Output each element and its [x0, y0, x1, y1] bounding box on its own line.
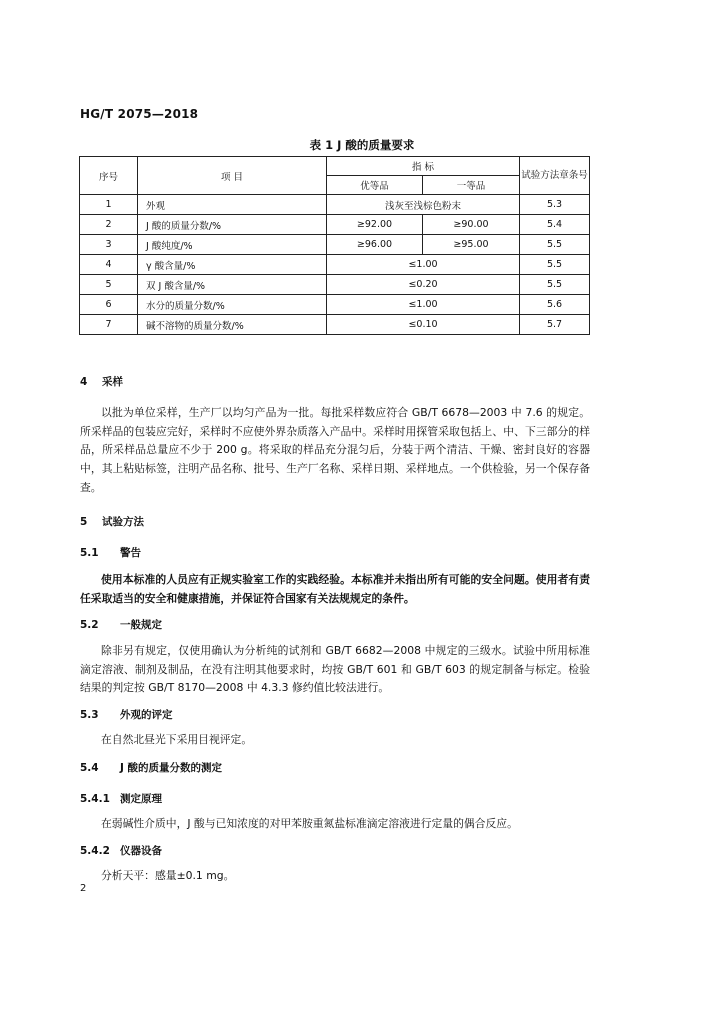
section-title: 一般规定 [120, 619, 162, 631]
section-title: 测定原理 [120, 793, 162, 805]
cell-item: J 酸纯度/% [138, 235, 327, 255]
header-index: 指 标 [327, 157, 520, 176]
section-4-text: 以批为单位采样，生产厂以均匀产品为一批。每批采样数应符合 GB/T 6678—2003 中 7.6 的规定。所采样品的包装应完好，采样时不应使外界杂质落入产品中。采样时用探管采取包括上、中、下三部分的样品，所采样品总量应不少于 200 g。将采取的样品充分混匀后，分装于两个清洁、干燥、密封良好的容器中，其上粘贴标签，注明产品名称、批号、生产厂名称、采样日期、采样地点。一个供检验，另一个保存备查。 [80, 406, 590, 494]
table-row [80, 195, 590, 215]
table-caption: 表 1 J 酸的质量要求 [309, 138, 415, 152]
cell-item: 碱不溶物的质量分数/% [138, 315, 327, 335]
cell-seq: 7 [80, 315, 138, 335]
cell-superior: ≥92.00 [327, 215, 423, 235]
section-5-1-text: 使用本标准的人员应有正规实验室工作的实践经验。本标准并未指出所有可能的安全问题。使用者有责任采取适当的安全和健康措施，并保证符合国家有关法规规定的条件。 [80, 573, 590, 605]
section-5-2-heading [80, 617, 162, 632]
cell-method: 5.3 [520, 195, 590, 215]
cell-first: ≥95.00 [423, 235, 520, 255]
section-title: 采样 [102, 376, 123, 388]
header-superior: 优等品 [327, 176, 423, 195]
section-5-4-heading [80, 760, 222, 775]
cell-method: 5.5 [520, 275, 590, 295]
cell-method: 5.7 [520, 315, 590, 335]
quality-requirements-table [79, 156, 590, 335]
cell-seq: 6 [80, 295, 138, 315]
standard-code: HG/T 2075—2018 [80, 107, 199, 121]
cell-item: 外观 [138, 195, 327, 215]
section-number: 5.4 [80, 762, 99, 774]
cell-superior: ≥96.00 [327, 235, 423, 255]
section-5-3-text: 在自然北昼光下采用目视评定。 [101, 733, 253, 746]
header-item: 项 目 [138, 157, 327, 195]
section-5-1-heading [80, 545, 141, 560]
section-title: 试验方法 [102, 516, 144, 528]
cell-seq: 2 [80, 215, 138, 235]
table-row [80, 255, 590, 275]
section-5-heading [80, 514, 144, 529]
section-5-4-2-heading [80, 843, 162, 858]
section-5-2-text: 除非另有规定，仅使用确认为分析纯的试剂和 GB/T 6682—2008 中规定的三级水。试验中所用标准滴定溶液、制剂及制品，在没有注明其他要求时，均按 GB/T 601 和 GB/T 603 的规定制备与标定。检验结果的判定按 GB/T 8170—2008 中 4.3.3 修约值比较法进行。 [80, 644, 590, 695]
header-seq: 序号 [80, 157, 138, 195]
section-number: 5.1 [80, 547, 99, 559]
cell-seq: 3 [80, 235, 138, 255]
section-4-heading [80, 374, 123, 389]
cell-index: ≤0.20 [327, 275, 520, 295]
cell-seq: 4 [80, 255, 138, 275]
section-number: 5 [80, 516, 88, 528]
cell-method: 5.5 [520, 255, 590, 275]
section-number: 5.4.2 [80, 845, 110, 857]
table-row [80, 275, 590, 295]
page-number: 2 [80, 883, 87, 894]
table-row [80, 235, 590, 255]
cell-method: 5.6 [520, 295, 590, 315]
cell-item: 水分的质量分数/% [138, 295, 327, 315]
cell-item: γ 酸含量/% [138, 255, 327, 275]
section-5-3-heading [80, 707, 173, 722]
cell-index: ≤1.00 [327, 295, 520, 315]
section-5-4-1-text: 在弱碱性介质中，J 酸与已知浓度的对甲苯胺重氮盐标准滴定溶液进行定量的偶合反应。 [101, 817, 518, 830]
cell-index: ≤0.10 [327, 315, 520, 335]
section-number: 5.2 [80, 619, 99, 631]
cell-seq: 1 [80, 195, 138, 215]
cell-method: 5.4 [520, 215, 590, 235]
section-title: 外观的评定 [120, 709, 173, 721]
table-row [80, 215, 590, 235]
section-number: 4 [80, 376, 88, 388]
section-number: 5.3 [80, 709, 99, 721]
section-number: 5.4.1 [80, 793, 110, 805]
cell-method: 5.5 [520, 235, 590, 255]
table-row [80, 315, 590, 335]
header-first: 一等品 [423, 176, 520, 195]
cell-item: 双 J 酸含量/% [138, 275, 327, 295]
section-title: J 酸的质量分数的测定 [120, 762, 223, 774]
section-title: 警告 [120, 547, 141, 559]
header-method: 试验方法章条号 [520, 157, 590, 195]
table-row [80, 295, 590, 315]
cell-first: ≥90.00 [423, 215, 520, 235]
cell-index: ≤1.00 [327, 255, 520, 275]
section-title: 仪器设备 [120, 845, 162, 857]
section-5-4-1-heading [80, 791, 162, 806]
cell-item: J 酸的质量分数/% [138, 215, 327, 235]
section-5-4-2-text: 分析天平：感量±0.1 mg。 [101, 869, 235, 882]
cell-index: 浅灰至浅棕色粉末 [327, 195, 520, 215]
cell-seq: 5 [80, 275, 138, 295]
